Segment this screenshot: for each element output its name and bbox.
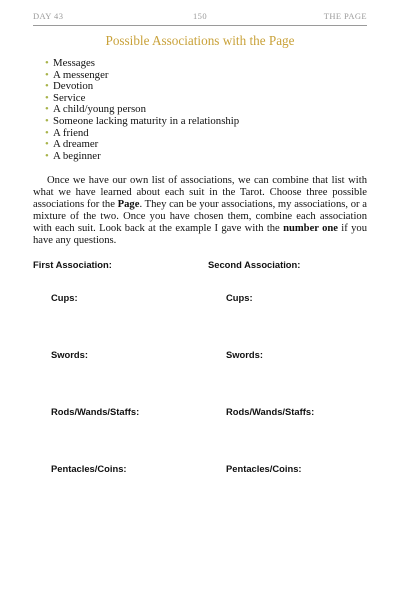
list-item: • A beginner [45,151,239,163]
list-item: • A friend [45,128,239,140]
paragraph-bold-number-one: number one [283,223,338,235]
second-pentacles-label: Pentacles/Coins: [226,463,302,474]
first-swords-label: Swords: [51,349,88,360]
first-rods-label: Rods/Wands/Staffs: [51,406,140,417]
list-item: • Messages [45,58,239,70]
second-cups-label: Cups: [226,292,253,303]
second-association-heading: Second Association: [208,259,301,270]
list-item: • A messenger [45,70,239,82]
associations-list [45,58,239,162]
header-day: DAY 43 [33,11,64,21]
list-item: • A dreamer [45,139,239,151]
page-number: 150 [193,11,207,21]
second-swords-label: Swords: [226,349,263,360]
running-header [33,11,367,25]
second-rods-label: Rods/Wands/Staffs: [226,406,315,417]
header-rule [33,25,367,26]
paragraph-text: Once we have our own list of associations, we can combine that list with what we have learned about each suit in the Tarot. Choose three possible associations for the [33,175,367,211]
list-item: • Someone lacking maturity in a relationship [45,116,239,128]
first-association-heading: First Association: [33,259,112,270]
paragraph-text: . They can be your associations, my associations, or a mixture of the two. Once you have chosen them, combine each association with each suit. Look back at the example I gave with the [33,199,367,235]
paragraph-bold-page: Page [117,199,140,211]
header-chapter: THE PAGE [323,11,367,21]
page-title: Possible Associations with the Page [105,33,295,48]
instructions-paragraph [33,175,367,248]
list-item: • Service [45,93,239,105]
first-pentacles-label: Pentacles/Coins: [51,463,127,474]
first-cups-label: Cups: [51,292,78,303]
list-item: • Devotion [45,81,239,93]
paragraph-text: if you have any questions. [33,223,367,247]
list-item: • A child/young person [45,104,239,116]
